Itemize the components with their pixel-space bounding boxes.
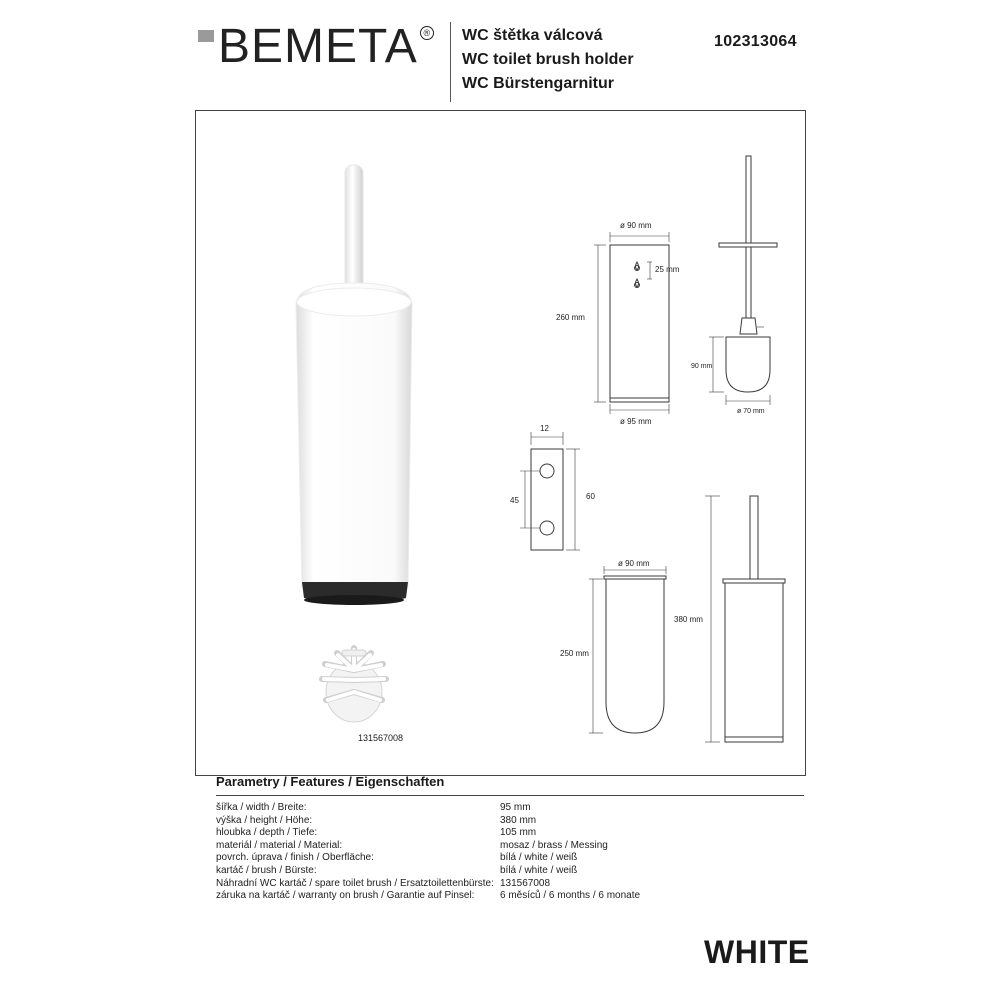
features-row bbox=[216, 802, 796, 815]
feature-label: Náhradní WC kartáč / spare toilet brush / Ersatztoilettenbürste: bbox=[216, 877, 494, 889]
brush-drawing bbox=[709, 156, 777, 405]
assembly-drawing bbox=[705, 496, 785, 742]
dim-holes-spacing: 25 mm bbox=[655, 265, 680, 274]
brand-name: BEMETA bbox=[218, 20, 418, 73]
spare-brush-code: 131567008 bbox=[358, 733, 404, 743]
dim-inner-height: 250 mm bbox=[560, 649, 589, 658]
features-row bbox=[216, 827, 796, 840]
front-view-drawing bbox=[594, 232, 669, 414]
product-render bbox=[296, 165, 412, 605]
dim-cup-diameter: ø 70 mm bbox=[737, 408, 765, 415]
feature-value: 105 mm bbox=[500, 827, 537, 839]
feature-value: bílá / white / weiß bbox=[500, 852, 578, 864]
dim-top-diameter: ø 90 mm bbox=[620, 221, 652, 230]
features-row bbox=[216, 890, 796, 903]
feature-label: materiál / material / Material: bbox=[216, 839, 343, 851]
features-divider bbox=[216, 795, 804, 796]
features-table bbox=[216, 802, 796, 903]
feature-label: záruka na kartáč / warranty on brush / Garantie auf Pinsel: bbox=[216, 890, 475, 902]
finish-label: WHITE bbox=[704, 934, 810, 970]
features-row bbox=[216, 878, 796, 891]
dim-holder-height: 260 mm bbox=[556, 313, 585, 322]
features-title: Parametry / Features / Eigenschaften bbox=[216, 774, 445, 789]
features-row bbox=[216, 852, 796, 865]
dim-base-diameter: ø 95 mm bbox=[620, 417, 652, 426]
spare-brush-head bbox=[322, 648, 386, 722]
title-english: WC toilet brush holder bbox=[462, 51, 634, 68]
feature-value: 131567008 bbox=[500, 877, 551, 889]
feature-value: mosaz / brass / Messing bbox=[500, 839, 608, 851]
title-german: WC Bürstengarnitur bbox=[462, 75, 614, 92]
wall-bracket-drawing bbox=[520, 432, 580, 550]
holder-body bbox=[296, 283, 412, 588]
feature-value: 380 mm bbox=[500, 814, 537, 826]
dim-total-height: 380 mm bbox=[674, 615, 703, 624]
dim-bracket-depth: 12 bbox=[540, 424, 549, 433]
feature-label: šířka / width / Breite: bbox=[216, 802, 307, 813]
features-row bbox=[216, 865, 796, 878]
dim-bracket-height: 60 bbox=[586, 492, 595, 501]
feature-value: 6 měsíců / 6 months / 6 monate bbox=[500, 890, 641, 902]
feature-value: 95 mm bbox=[500, 802, 531, 813]
holder-lid bbox=[297, 288, 411, 316]
product-code: 102313064 bbox=[714, 33, 797, 50]
dim-inner-diameter: ø 90 mm bbox=[618, 559, 650, 568]
feature-label: kartáč / brush / Bürste: bbox=[216, 864, 317, 876]
features-row bbox=[216, 840, 796, 853]
features-row bbox=[216, 815, 796, 828]
dim-bracket-hole-spacing: 45 bbox=[510, 496, 519, 505]
feature-label: hloubka / depth / Tiefe: bbox=[216, 827, 318, 839]
feature-label: výška / height / Höhe: bbox=[216, 814, 313, 826]
feature-value: bílá / white / weiß bbox=[500, 864, 578, 876]
inner-cup-drawing bbox=[589, 566, 666, 733]
registered-mark: ® bbox=[420, 26, 434, 40]
dim-cup-height: 90 mm bbox=[691, 363, 713, 370]
title-czech: WC štětka válcová bbox=[462, 27, 603, 44]
feature-label: povrch. úprava / finish / Oberfläche: bbox=[216, 852, 374, 864]
